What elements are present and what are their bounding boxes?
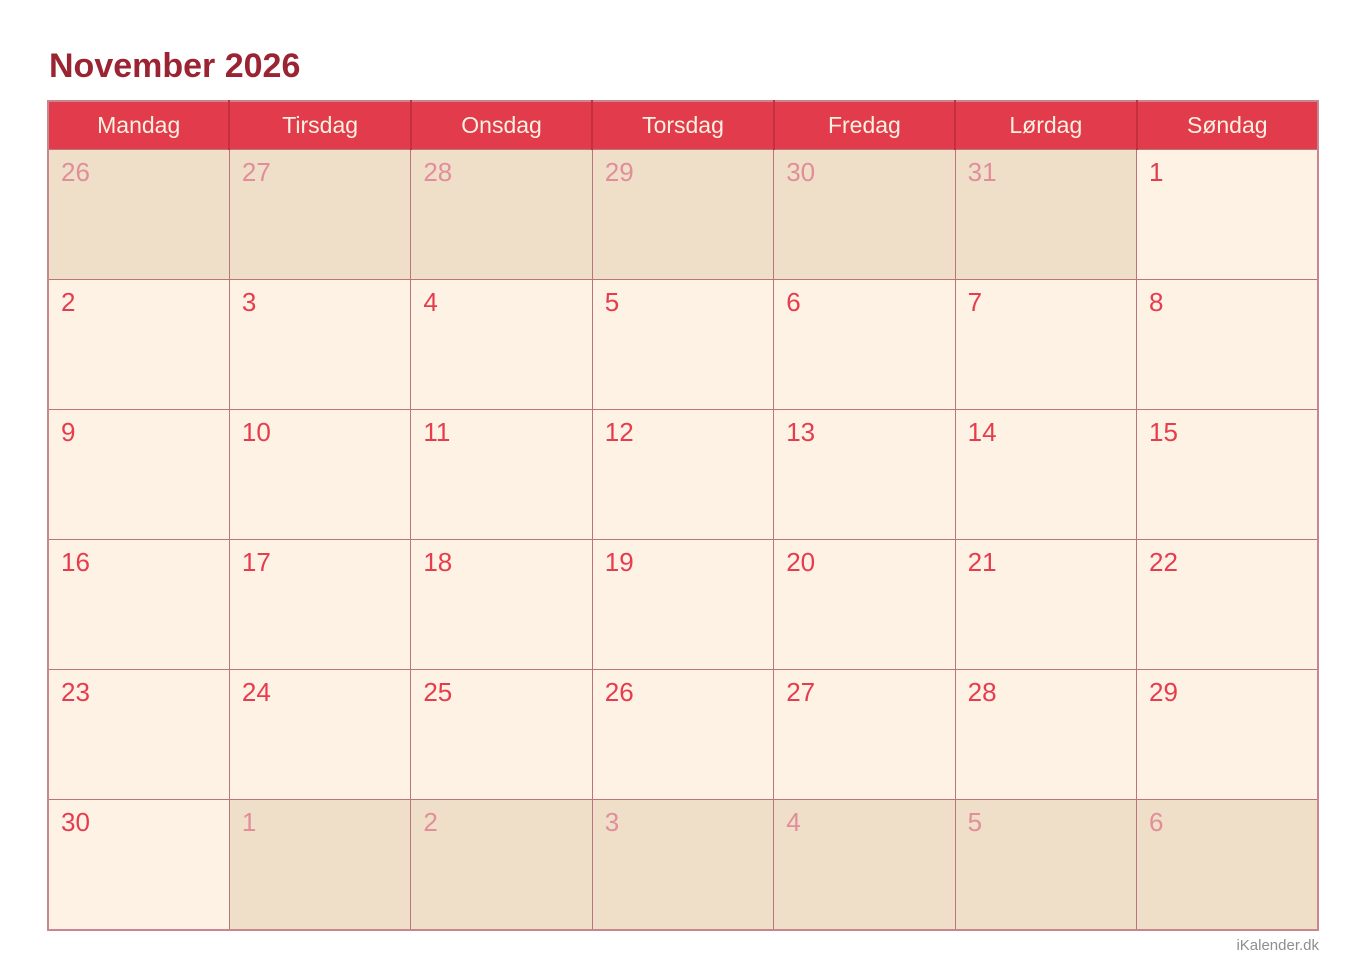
calendar-week-row [48, 410, 1318, 540]
weekday-header-torsdag: Torsdag [592, 101, 773, 150]
day-cell: 18 [411, 540, 592, 670]
calendar-week-row [48, 280, 1318, 410]
calendar-week-row [48, 800, 1318, 931]
day-cell: 17 [229, 540, 410, 670]
day-cell: 23 [48, 670, 229, 800]
day-cell: 4 [411, 280, 592, 410]
day-cell: 2 [48, 280, 229, 410]
day-cell: 21 [955, 540, 1136, 670]
day-cell: 4 [774, 800, 955, 931]
weekday-header-sondag: Søndag [1137, 101, 1318, 150]
calendar-page [47, 0, 1319, 954]
calendar-week-row [48, 540, 1318, 670]
day-cell: 29 [592, 150, 773, 280]
calendar-table [47, 100, 1319, 931]
day-cell: 28 [955, 670, 1136, 800]
day-cell: 20 [774, 540, 955, 670]
day-cell: 10 [229, 410, 410, 540]
day-cell: 22 [1137, 540, 1318, 670]
day-cell: 14 [955, 410, 1136, 540]
day-cell: 6 [1137, 800, 1318, 931]
weekday-header-tirsdag: Tirsdag [229, 101, 410, 150]
day-cell: 1 [229, 800, 410, 931]
weekday-header-fredag: Fredag [774, 101, 955, 150]
day-cell: 6 [774, 280, 955, 410]
day-cell: 5 [592, 280, 773, 410]
day-cell: 7 [955, 280, 1136, 410]
day-cell: 16 [48, 540, 229, 670]
day-cell: 27 [774, 670, 955, 800]
day-cell: 27 [229, 150, 410, 280]
weekday-header-mandag: Mandag [48, 101, 229, 150]
day-cell: 29 [1137, 670, 1318, 800]
day-cell: 30 [48, 800, 229, 931]
day-cell: 2 [411, 800, 592, 931]
day-cell: 30 [774, 150, 955, 280]
day-cell: 5 [955, 800, 1136, 931]
day-cell: 26 [592, 670, 773, 800]
weekday-header-row [48, 101, 1318, 150]
day-cell: 19 [592, 540, 773, 670]
day-cell: 31 [955, 150, 1136, 280]
weekday-header-onsdag: Onsdag [411, 101, 592, 150]
day-cell: 15 [1137, 410, 1318, 540]
calendar-body [48, 150, 1318, 931]
day-cell: 9 [48, 410, 229, 540]
site-credit: iKalender.dk [1236, 937, 1319, 954]
day-cell: 12 [592, 410, 773, 540]
weekday-header-lordag: Lørdag [955, 101, 1136, 150]
calendar-week-row [48, 670, 1318, 800]
day-cell: 8 [1137, 280, 1318, 410]
calendar-week-row [48, 150, 1318, 280]
day-cell: 25 [411, 670, 592, 800]
page-title: November 2026 [49, 47, 301, 85]
day-cell: 11 [411, 410, 592, 540]
day-cell: 3 [592, 800, 773, 931]
day-cell: 28 [411, 150, 592, 280]
day-cell: 13 [774, 410, 955, 540]
day-cell: 1 [1137, 150, 1318, 280]
day-cell: 3 [229, 280, 410, 410]
day-cell: 24 [229, 670, 410, 800]
day-cell: 26 [48, 150, 229, 280]
